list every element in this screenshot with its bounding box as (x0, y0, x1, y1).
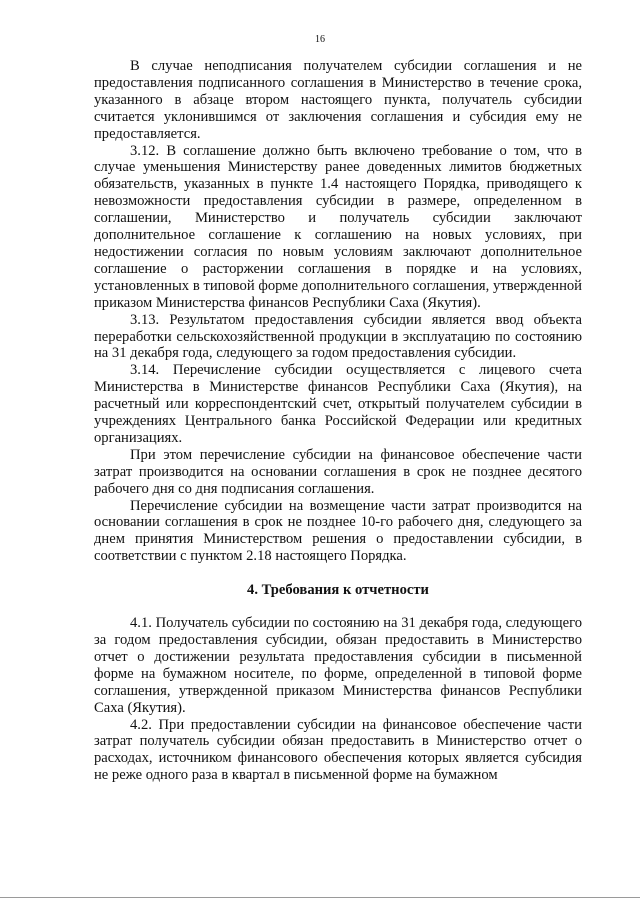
paragraph-financing-transfer: При этом перечисление субсидии на финансовое обеспечение части затрат производится на основании соглашения в срок не позднее десятого рабочего дня со дня подписания соглашения. (94, 446, 582, 497)
paragraph-refusal: В случае неподписания получателем субсидии соглашения и не предоставления подписанного соглашения в Министерство в течение срока, указанного в абзаце втором настоящего пункта, получатель субсидии считается уклонившимся от заключения соглашения и субсидия ему не предоставляется. (94, 58, 582, 142)
paragraph-3-12: 3.12. В соглашение должно быть включено требование о том, что в случае уменьшения Министерству ранее доведенных лимитов бюджетных обязательств, указанных в пункте 1.4 настоящего Порядка, приводящего к невозможности предоставления субсидии в размере, определенном в соглашении, Министерство и получатель субсидии заключают дополнительное соглашение к соглашению на новых условиях, при недостижении согласия по новым условиям заключают дополнительное соглашение о расторжении соглашения в порядке и на условиях, установленных в типовой форме дополнительного соглашения, утвержденной приказом Министерства финансов Республики Саха (Якутия). (94, 142, 582, 311)
paragraph-4-1: 4.1. Получатель субсидии по состоянию на 31 декабря года, следующего за годом предоставления субсидии, обязан предоставить в Министерство отчет о достижении результата предоставления субсидии в письменной форме на бумажном носителе, по форме, определенной в типовой форме соглашения, утвержденной приказом Министерства финансов Республики Саха (Якутия). (94, 615, 582, 716)
paragraph-reimbursement-transfer: Перечисление субсидии на возмещение части затрат производится на основании соглашения в срок не позднее 10-го рабочего дня, следующего за днем принятия Министерством решения о предоставлении субсидии, в соответствии с пунктом 2.18 настоящего Порядка. (94, 497, 582, 565)
page-number: 16 (315, 34, 325, 45)
page-bottom-edge (0, 897, 640, 898)
section-heading-reporting: 4. Требования к отчетности (247, 582, 429, 599)
paragraph-3-14: 3.14. Перечисление субсидии осуществляется с лицевого счета Министерства в Министерстве финансов Республики Саха (Якутия), на расчетный или корреспондентский счет, открытый получателем субсидии в учреждениях Центрального банка Российской Федерации или кредитных организациях. (94, 362, 582, 446)
paragraph-3-13: 3.13. Результатом предоставления субсидии является ввод объекта переработки сельскохозяйственной продукции в эксплуатацию по состоянию на 31 декабря года, следующего за годом предоставления субсидии. (94, 311, 582, 362)
document-body (94, 58, 582, 784)
paragraph-4-2: 4.2. При предоставлении субсидии на финансовое обеспечение части затрат получатель субсидии обязан предоставить в Министерство отчет о расходах, источником финансового обеспечения которых является субсидия не реже одного раза в квартал в письменной форме на бумажном (94, 716, 582, 784)
